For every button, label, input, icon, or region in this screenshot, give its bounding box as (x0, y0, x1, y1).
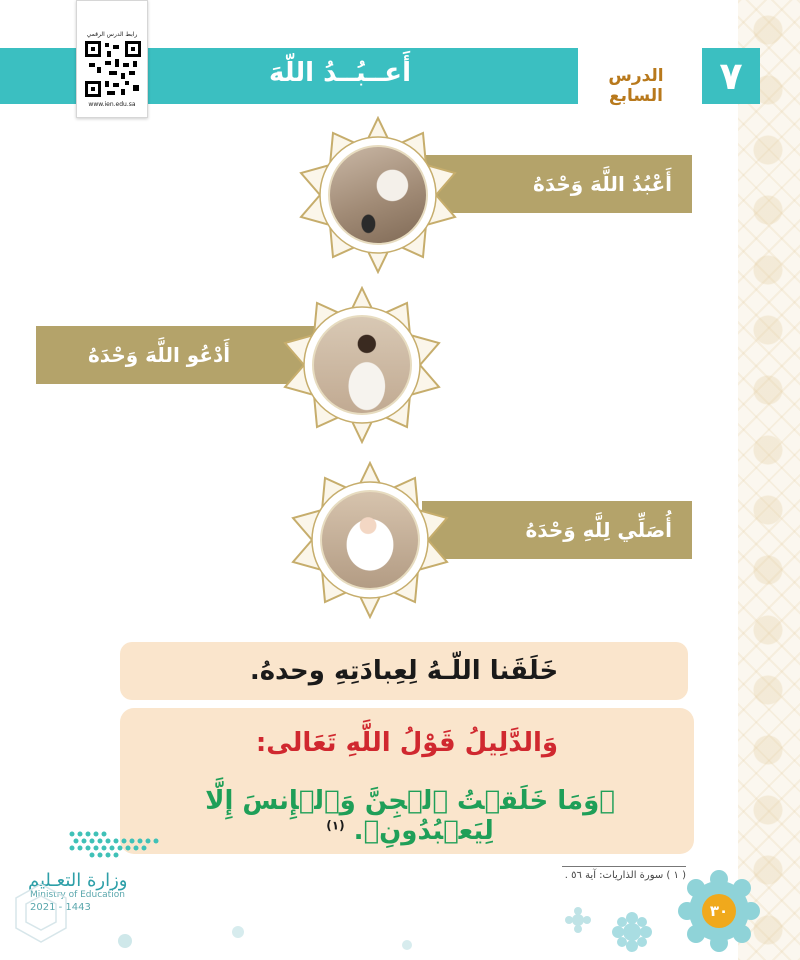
medallion-frame (299, 116, 457, 274)
card-text: أَعْبُدُ اللَّهَ وَحْدَهُ (532, 172, 672, 196)
lesson-label: الدرس السابع (608, 66, 664, 106)
verse-text: ﴿وَمَا خَلَقۡتُ ٱلۡجِنَّ وَٱلۡإِنسَ إِلَّا لِيَعۡبُدُونِ﴾. (205, 786, 615, 846)
ministry-arabic-name: وزارة التعـليم (28, 870, 128, 891)
flower-ornament-icon (400, 938, 414, 952)
girl-praying-photo (320, 490, 420, 590)
evidence-heading: وَالدَّلِيلُ قَوْلُ اللَّهِ تَعَالى: (255, 728, 559, 758)
ministry-english-name: Ministry of Education (30, 890, 125, 900)
boy-supplicating-photo (312, 315, 412, 415)
flower-ornament-icon (564, 906, 592, 934)
flower-ornament-icon (610, 910, 654, 954)
page-number: ٣٠ (702, 894, 736, 928)
ministry-dots-icon (68, 830, 164, 864)
boy-prostrating-photo (328, 145, 428, 245)
card-banner-worship (420, 155, 692, 213)
quran-verse (150, 786, 670, 846)
qr-code-card[interactable] (76, 0, 148, 118)
footnote-divider (562, 866, 686, 867)
medallion-frame (291, 461, 449, 619)
card-text: أُصَلِّي لِلَّهِ وَحْدَهُ (525, 518, 672, 542)
main-statement: خَلَقَنا اللّـهُ لِعِبادَتِهِ وحدهُ. (120, 642, 688, 700)
lesson-number: ٧ (702, 48, 760, 104)
geometric-ornament-icon (6, 880, 76, 950)
flower-ornament-icon (116, 932, 134, 950)
page-number-badge (676, 868, 762, 954)
qr-url: www.ien.edu.sa (88, 101, 136, 108)
medallion-frame (283, 286, 441, 444)
qr-label: رابط الدرس الرقمي (86, 31, 138, 38)
lesson-title: أَعــبُــدُ اللّهَ (269, 58, 411, 88)
card-text: أَدْعُو اللَّهَ وَحْدَهُ (88, 343, 231, 367)
footnote-reference: (١) (326, 818, 345, 833)
evidence-box (120, 708, 694, 854)
decorative-pattern-strip (738, 0, 800, 960)
card-banner-prayer (422, 501, 692, 559)
ministry-year: 2021 - 1443 (30, 902, 91, 913)
footnote: ( ١ ) سورة الذاريات: آية ٥٦ . (564, 870, 686, 881)
flower-ornament-icon (230, 924, 246, 940)
qr-code-icon (85, 41, 141, 97)
